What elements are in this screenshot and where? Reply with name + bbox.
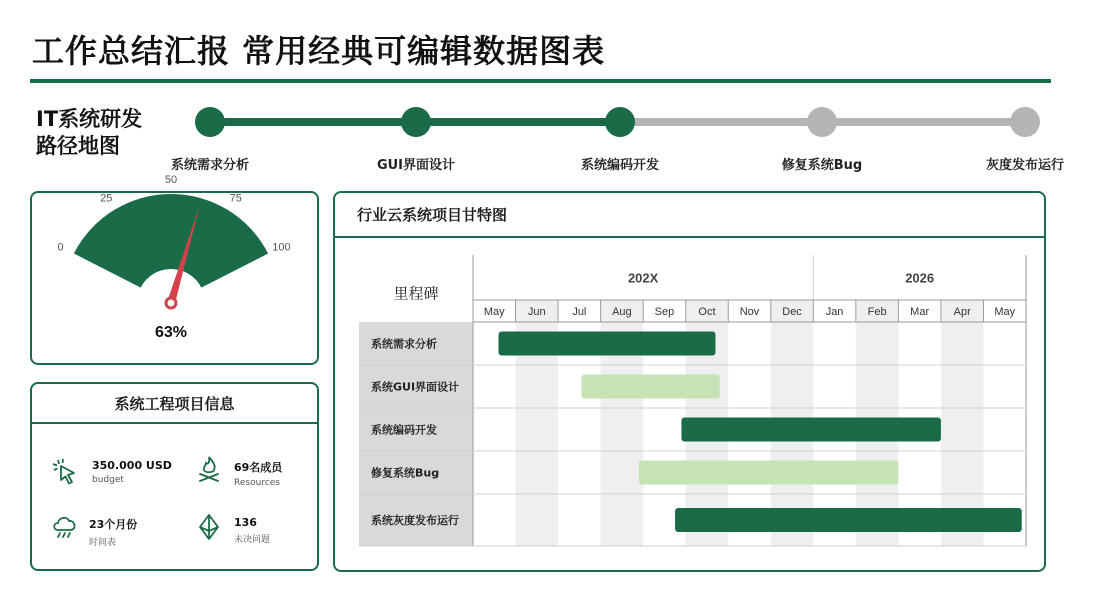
gantt-task-label: 系统编码开发 [371, 423, 437, 437]
gauge-tick-label: 25 [100, 192, 113, 205]
gantt-task-label: 系统GUI界面设计 [371, 380, 460, 394]
gantt-task-label: 系统灰度发布运行 [371, 514, 459, 527]
gauge-needle-pivot [166, 298, 176, 308]
roadmap-title-line1: IT系统研发 [36, 107, 143, 131]
rain-cloud-icon [50, 512, 80, 542]
info-item-budget [92, 459, 172, 485]
gantt-title: 行业云系统项目甘特图 [335, 193, 1044, 238]
gantt-month-label: May [483, 306, 505, 318]
gantt-task-bar [581, 375, 719, 399]
roadmap-step-label: 系统需求分析 [170, 158, 249, 173]
gantt-year-label: 202X [627, 270, 659, 286]
gantt-row-header: 里程碑 [393, 284, 439, 303]
gantt-month-label: Dec [782, 306, 802, 318]
page-title: 工作总结汇报 常用经典可编辑数据图表 [32, 32, 606, 70]
gauge-tick-label: 50 [164, 174, 178, 186]
issues-label: 未决问题 [234, 535, 271, 545]
issues-value: 136 [234, 516, 257, 529]
gantt-task-label: 系统需求分析 [371, 337, 437, 351]
budget-value: 350.000 USD [92, 459, 172, 472]
gauge-arc [74, 194, 268, 288]
gantt-month-label: Mar [910, 306, 930, 318]
gantt-task-bar [675, 508, 1022, 532]
project-info-panel [30, 382, 319, 571]
campfire-icon [194, 454, 224, 484]
info-item-resources [234, 459, 282, 488]
gantt-chart [335, 193, 1043, 569]
gauge-tick-label: 75 [229, 192, 242, 205]
gauge-tick-label: 0 [57, 241, 64, 254]
roadmap-step-label: 灰度发布运行 [985, 158, 1064, 173]
gantt-task-bar [681, 418, 940, 442]
gantt-month-label: Jul [572, 306, 587, 318]
gantt-month-label: May [994, 306, 1016, 318]
roadmap-connector [210, 118, 416, 126]
roadmap-milestone-dot [401, 107, 431, 137]
gantt-task-bar [639, 461, 898, 485]
gantt-task-bar [499, 332, 716, 356]
gantt-month-label: Jan [825, 306, 844, 318]
info-item-timeline [89, 516, 137, 548]
roadmap-step-label: GUI界面设计 [376, 158, 456, 173]
gauge-tick-label: 100 [272, 241, 291, 254]
gantt-month-label: Oct [698, 306, 716, 318]
roadmap-title [36, 106, 142, 160]
info-item-issues [234, 516, 270, 545]
gauge-chart [32, 174, 316, 362]
roadmap-milestone-dot [605, 107, 635, 137]
gauge-panel [30, 174, 319, 365]
gantt-month-label: Feb [867, 306, 887, 318]
budget-label: budget [92, 475, 124, 485]
gantt-task-label: 修复系统Bug [371, 466, 440, 480]
gantt-month-label: Aug [612, 306, 632, 318]
timeline-value: 23个月份 [89, 518, 138, 531]
gantt-month-label: Sep [654, 306, 675, 318]
roadmap-milestone-dot [807, 107, 837, 137]
roadmap-connector [620, 118, 822, 126]
timeline-label: 时间表 [89, 538, 117, 548]
resources-label: Resources [234, 478, 280, 488]
roadmap-title-line2: 路径地图 [36, 134, 120, 158]
gantt-month-label: Apr [953, 306, 971, 318]
gantt-year-label: 2026 [905, 270, 935, 286]
roadmap-milestone-dot [1010, 107, 1040, 137]
roadmap-step-label: 修复系统Bug [781, 158, 863, 173]
gantt-month-label: Jun [527, 306, 546, 318]
gantt-panel [333, 191, 1046, 572]
roadmap-step-label: 系统编码开发 [580, 158, 659, 173]
roadmap-connector [822, 118, 1025, 126]
project-info-title: 系统工程项目信息 [32, 384, 317, 424]
resources-value: 69名成员 [234, 461, 283, 474]
roadmap-milestone-dot [195, 107, 225, 137]
roadmap-connector [416, 118, 620, 126]
title-divider [30, 79, 1051, 83]
diamond-icon [194, 512, 224, 542]
gauge-value-label: 63% [154, 324, 188, 341]
cursor-click-icon [50, 456, 80, 486]
gantt-month-label: Nov [739, 306, 760, 318]
